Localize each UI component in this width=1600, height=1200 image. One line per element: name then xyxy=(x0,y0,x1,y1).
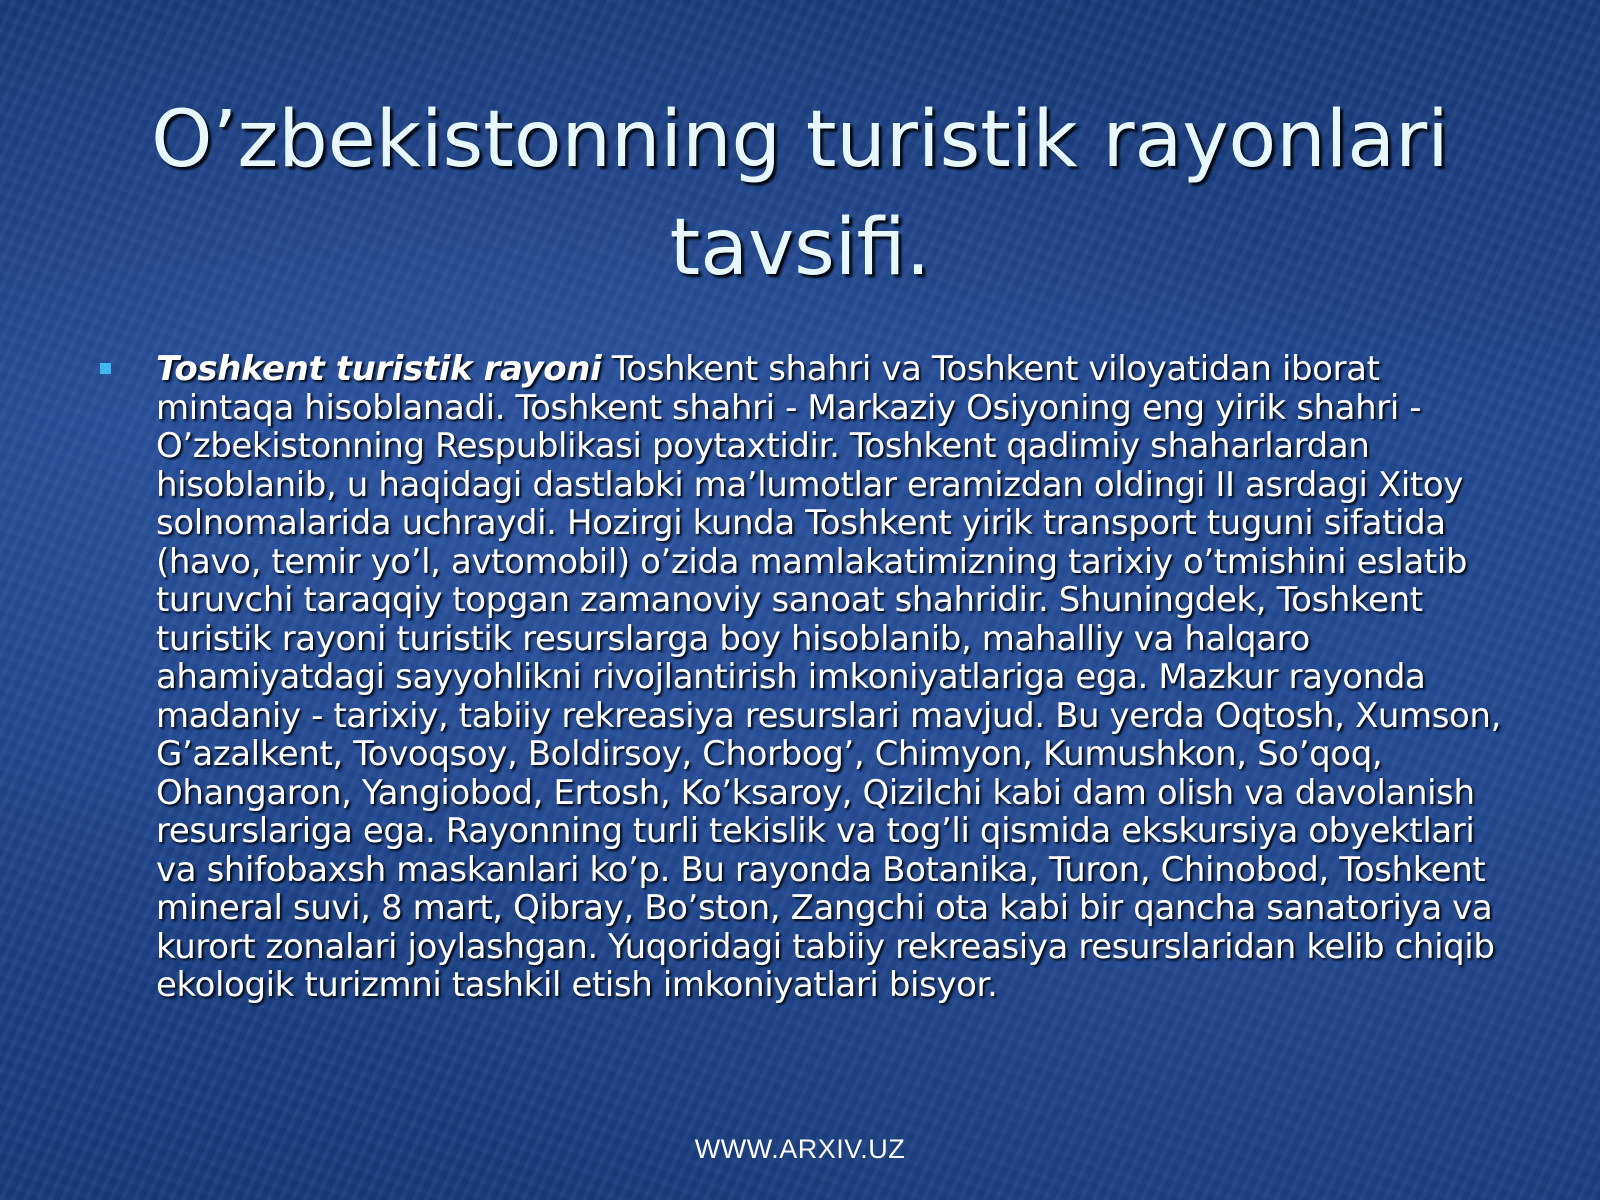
bullet-body-text: Toshkent shahri va Toshkent viloyatidan iborat mintaqa hisoblanadi. Toshkent shahri - Markaziy Osiyoning eng yirik shahri - O’zbekistonning Respublikasi poytaxtidir. Toshkent qadimiy shaharlardan hisoblanib, u haqidagi dastlabki ma’lumotlar eramizdan oldingi II asrdagi Xitoy solnomalarida uchraydi. Hozirgi kunda Toshkent yirik transport tuguni sifatida (havo, temir yo’l, avtomobil) o’zida mamlakatimizning tarixiy o’tmishini eslatib turuvchi taraqqiy topgan zamanoviy sanoat shahridir. Shuningdek, Toshkent turistik rayoni turistik resurslarga boy hisoblanib, mahalliy va halqaro ahamiyatdagi sayyohlikni rivojlantirish imkoniyatlariga ega. Mazkur rayonda madaniy - tarixiy, tabiiy rekreasiya resurslari mavjud. Bu yerda Oqtosh, Xumson, G’azalkent, Tovoqsoy, Boldirsoy, Chorbog’, Chimyon, Kumushkon, So’qoq, Ohangaron, Yangiobod, Ertosh, Ko’ksaroy, Qizilchi kabi dam olish va davolanish resurslariga ega. Rayonning turli tekislik va tog’li qismida ekskursiya obyektlari va shifobaxsh maskanlari ko’p. Bu rayonda Botanika, Turon, Chinobod, Toshkent mineral suvi, 8 mart, Qibray, Bo’ston, Zangchi ota kabi bir qancha sanatoriya va kurort zonalari joylashgan. Yuqoridagi tabiiy rekreasiya resurslaridan kelib chiqib ekologik turizmni tashkil etish imkoniyatlari bisyor. xyxy=(156,349,1501,1005)
bullet-paragraph xyxy=(156,350,1516,1005)
bullet-item xyxy=(96,350,1516,1005)
square-bullet-icon xyxy=(100,363,111,374)
slide-title: O’zbekistonning turistik rayonlari tavsifi. xyxy=(151,95,1449,293)
footer-watermark: WWW.ARXIV.UZ xyxy=(694,1134,906,1164)
slide-content xyxy=(96,350,1516,1005)
bullet-heading: Toshkent turistik rayoni xyxy=(156,349,602,389)
